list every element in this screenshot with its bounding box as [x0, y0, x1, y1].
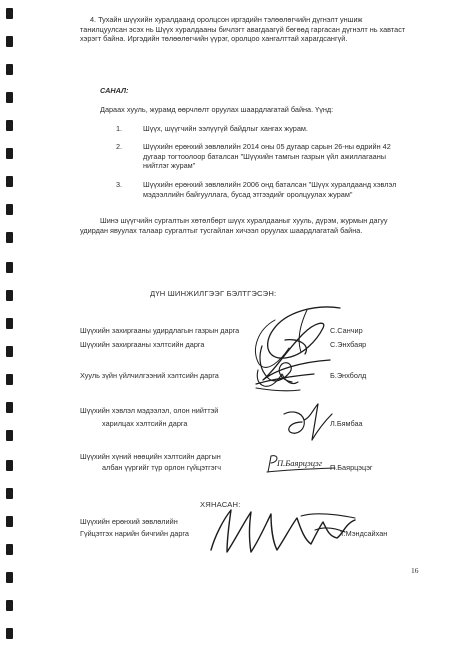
binder-hole [6, 402, 13, 413]
binder-hole [6, 572, 13, 583]
binder-hole [6, 92, 13, 103]
binder-hole [6, 262, 13, 273]
signatory-role: Шүүхийн захиргааны удирдлагын газрын дарга [80, 326, 240, 335]
approver-role: Гүйцэтгэх нарийн бичгийн дарга [80, 529, 189, 538]
signatory-name: Б.Энхболд [330, 371, 367, 380]
binder-hole [6, 204, 13, 215]
binder-hole [6, 516, 13, 527]
list-item-text: Шүүхийн ерөнхий зөвлөлийн 2006 онд баталсан "Шүүх хуралдаанд хэвлэл мэдээллийн байгууллага, бусад этгээдийг оролцуулах журам" [143, 180, 397, 199]
list-item-number: 2. [116, 142, 123, 151]
paragraph-4: 4. Тухайн шүүхийн хуралдаанд оролцсон иргэдийн тэлөөлөгчийн дүгнэлт уншиж танилцуулсан эсэх нь Шүүх хуралдааны бичлэгт авагдаагүй бөгөөд гаргасан дүгнэлт нь хавтаст хэрэгт байна. Иргэдийн төлөөлөгчийн үүрэг, оролцоо хангалттай харагдсангүй. [80, 15, 406, 44]
signature-bayartsetseg-text: П.Баярцэцэг [277, 458, 323, 468]
signatory-name: С.Санчир [330, 326, 363, 335]
signatory-name: С.Энхбаяр [330, 340, 367, 349]
signatory-role: Шүүхийн хүний нөөцийн хэлтсийн даргын [80, 452, 221, 461]
binder-hole [6, 64, 13, 75]
proposal-heading: САНАЛ: [100, 86, 129, 95]
list-item-number: 1. [116, 124, 123, 133]
proposal-closing: Шинэ шүүгчийн сургалтын хөтөлбөрт шүүх хуралдааныг хууль, дүрэм, журмын дагуу удирдан явуулах талаар сургалтыг тусгайлан хичээл оруулах шаардлагатай байна. [80, 216, 388, 235]
binder-hole [6, 36, 13, 47]
binder-hole [6, 374, 13, 385]
signatory-role: Хууль зүйн үйлчилгээний хэлтсийн дарга [80, 371, 219, 380]
signatory-role: Шүүхийн захиргааны хэлтсийн дарга [80, 340, 205, 349]
binder-hole [6, 460, 13, 471]
binder-hole [6, 488, 13, 499]
signatory-name: Л.Бямбаа [330, 419, 363, 428]
signatory-name: П.Баярцэцэг [330, 463, 373, 472]
binder-hole [6, 346, 13, 357]
binder-hole [6, 628, 13, 639]
page-number: 16 [411, 566, 419, 575]
binder-hole [6, 232, 13, 243]
signature-bayartsetseg [265, 452, 337, 476]
signature-enkhbold [252, 360, 302, 395]
list-item-text: Шүүхийн ерөнхий зөвлөлийн 2014 оны 05 дугаар сарын 26-ны өдрийн 42 дугаар тогтоолоор баталсан "Шүүхийн тамгын газрын үйл ажиллагааны нийтлэг журам" [143, 142, 391, 171]
binder-hole [6, 120, 13, 131]
list-item-number: 3. [116, 180, 123, 189]
binder-hole [6, 148, 13, 159]
approval-heading: ХЯНАСАН: [200, 500, 241, 509]
proposal-intro: Дараах хууль, журамд өөрчлөлт оруулах шаардлагатай байна. Үүнд: [100, 105, 334, 114]
binder-holes [6, 0, 16, 650]
signature-byambaa [278, 400, 336, 442]
signatory-role: Шүүхийн хэвлэл мэдээлэл, олон нийттэй [80, 406, 219, 415]
binder-hole [6, 8, 13, 19]
approver-role: Шүүхийн ерөнхий зөвлөлийн [80, 517, 178, 526]
binder-hole [6, 318, 13, 329]
review-heading: ДҮН ШИНЖИЛГЭЭГ БЭЛТГЭСЭН: [150, 289, 277, 298]
binder-hole [6, 430, 13, 441]
binder-hole [6, 600, 13, 611]
binder-hole [6, 176, 13, 187]
approver-name: Т.Мэндсайхан [340, 529, 388, 538]
list-item-text: Шүүх, шүүгчийн ээлүүгүй байдлыг хангах журам. [143, 124, 308, 133]
signature-mendsaikhan [205, 500, 365, 560]
binder-hole [6, 290, 13, 301]
signatory-role: харилцах хэлтсийн дарга [102, 419, 188, 428]
signatory-role: албан үүргийг түр орлон гүйцэтгэгч [102, 463, 222, 472]
binder-hole [6, 544, 13, 555]
